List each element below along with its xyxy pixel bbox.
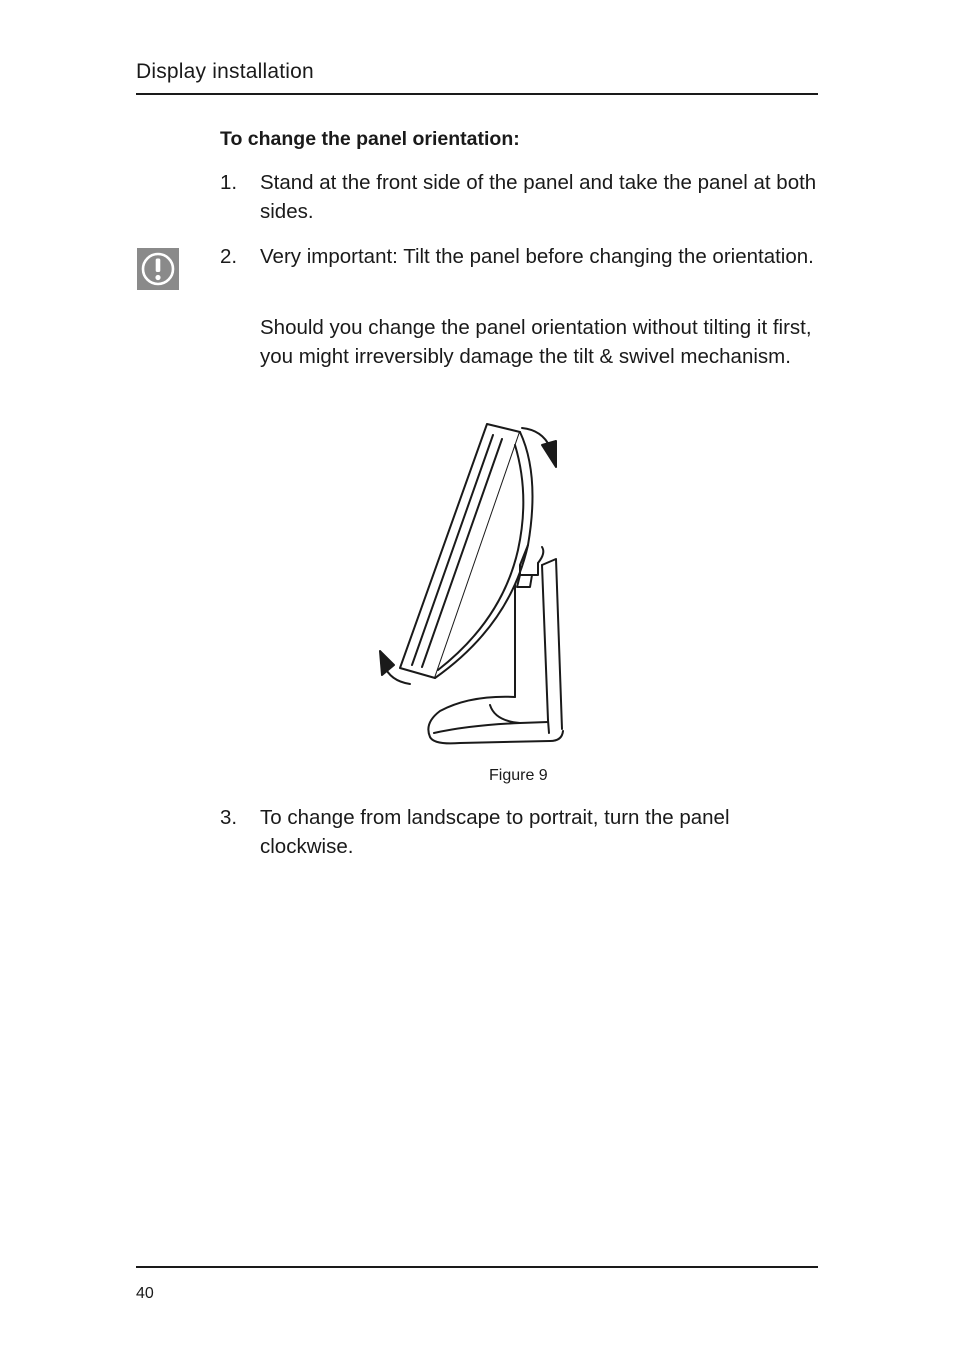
step-number: 1. — [220, 171, 238, 194]
figure-caption: Figure 9 — [489, 767, 548, 784]
header-title: Display installation — [136, 60, 314, 83]
step-number: 2. — [220, 245, 238, 268]
step-text: Stand at the front side of the panel and take the panel at both sides. — [260, 171, 817, 223]
warning-note: Should you change the panel orientation without tilting it first, you might irreversibly damage the tilt & swivel mechanism. — [260, 316, 812, 368]
step-number: 3. — [220, 806, 238, 829]
page-number: 40 — [136, 1285, 154, 1302]
footer-rule — [136, 1266, 818, 1268]
section-heading: To change the panel orientation: — [220, 128, 520, 150]
exclamation-warning-icon — [137, 248, 179, 290]
header-rule — [136, 93, 818, 95]
step-text: Very important: Tilt the panel before changing the orientation. — [260, 245, 814, 268]
step-text: To change from landscape to portrait, turn the panel clockwise. — [260, 806, 730, 858]
monitor-tilt-illustration — [370, 415, 580, 755]
